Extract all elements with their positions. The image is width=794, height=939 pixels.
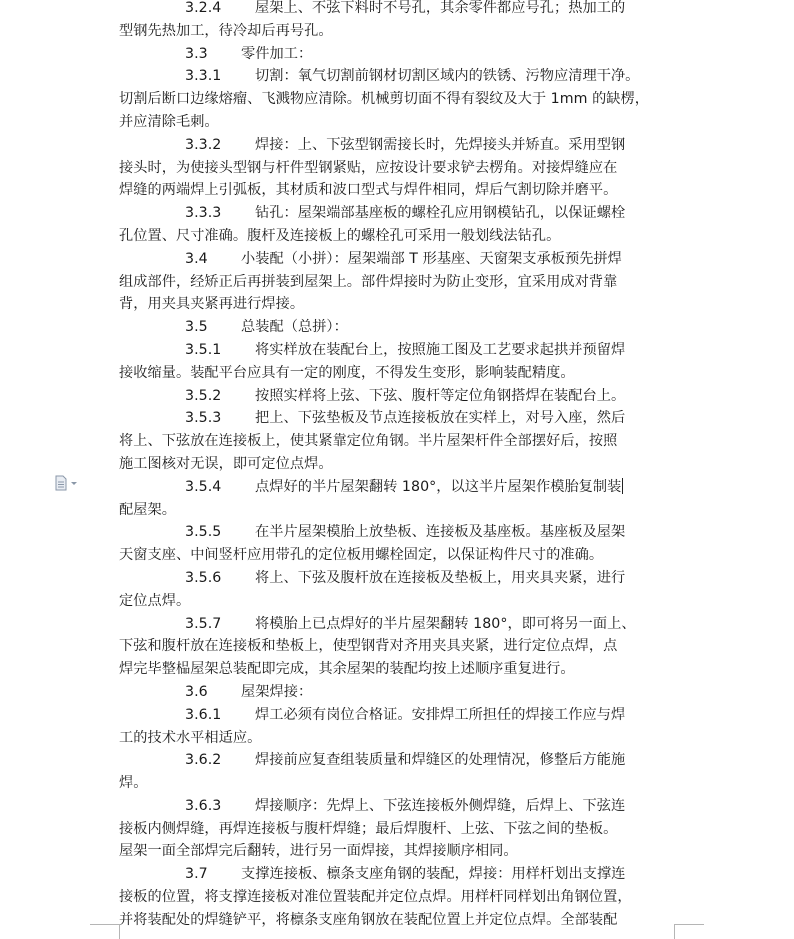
text-line [119, 795, 674, 818]
text-line [119, 613, 674, 636]
line-text: 将上、下弦及腹杆放在连接板及垫板上，用夹具夹紧，进行 [255, 569, 626, 586]
paragraph-3-5-1[interactable] [119, 339, 674, 385]
paragraph-3-7[interactable] [119, 863, 674, 931]
crop-mark [105, 924, 120, 939]
line-text: 定位点焊。 [119, 592, 191, 609]
text-line [119, 157, 674, 180]
text-line [119, 179, 674, 202]
heading-3-6[interactable] [119, 681, 674, 704]
line-text: 在半片屋架模胎上放垫板、连接板及基座板。基座板及屋架 [255, 524, 626, 541]
text-line [119, 225, 674, 248]
text-line [119, 635, 674, 658]
line-text: 接收缩量。装配平台应具有一定的刚度，不得发生变形，影响装配精度。 [119, 364, 575, 381]
text-line [119, 88, 674, 111]
line-text: 配屋架。 [119, 501, 176, 518]
section-number: 3.7 [185, 866, 208, 883]
paragraph-3-3-2[interactable] [119, 134, 674, 202]
paragraph-3-3-1[interactable] [119, 65, 674, 133]
text-line [119, 248, 674, 271]
text-line [119, 0, 674, 20]
line-text: 把上、下弦垫板及节点连接板放在实样上，对号入座，然后 [255, 410, 626, 427]
text-line [119, 749, 674, 772]
line-text: 接头时，为使接头型钢与杆件型钢紧贴，应按设计要求铲去楞角。对接焊缝应在 [119, 159, 618, 176]
text-line [119, 65, 674, 88]
section-number: 3.6.1 [185, 706, 222, 723]
section-number: 3.6.2 [185, 752, 222, 769]
text-line [119, 840, 674, 863]
line-text: 接板的位置，将支撑连接板对准位置装配并定位点焊。用样杆同样划出角钢位置， [119, 889, 632, 906]
section-number: 3.6 [185, 683, 208, 700]
line-text: 下弦和腹杆放在连接板和垫板上，使型钢背对齐用夹具夹紧，进行定位点焊，点 [119, 638, 618, 655]
text-line [119, 772, 674, 795]
text-line [119, 818, 674, 841]
line-text: 切割：氧气切割前钢材切割区域内的铁锈、污物应清理干净。 [255, 68, 640, 85]
line-text: 将实样放在装配台上，按照施工图及工艺要求起拱并预留焊 [255, 341, 626, 358]
paragraph-3-5-2[interactable] [119, 385, 674, 408]
line-text: 焊接前应复查组装质量和焊缝区的处理情况，修整后方能施 [255, 752, 626, 769]
line-text: 零件加工： [241, 45, 313, 62]
document-body [119, 0, 674, 932]
document-icon [54, 475, 80, 491]
paragraph-3-5-5[interactable] [119, 521, 674, 567]
paragraph-3-5-4[interactable] [119, 476, 674, 522]
text-line [119, 521, 674, 544]
line-text: 并将装配处的焊缝铲平，将檩条支座角钢放在装配位置上并定位点焊。全部装配 [119, 911, 618, 928]
text-line [119, 681, 674, 704]
text-line [119, 499, 674, 522]
text-line [119, 293, 674, 316]
line-text: 支撑连接板、檩条支座角钢的装配，焊接：用样杆划出支撑连 [241, 866, 626, 883]
line-text: 焊缝的两端焊上引弧板，其材质和波口型式与焊件相同，焊后气割切除并磨平。 [119, 182, 618, 199]
section-number: 3.5.1 [185, 341, 222, 358]
text-line [119, 476, 674, 499]
text-line [119, 134, 674, 157]
text-line [119, 43, 674, 66]
text-line [119, 407, 674, 430]
section-number: 3.6.3 [185, 797, 222, 814]
line-text: 焊。 [119, 775, 148, 792]
section-number: 3.3.2 [185, 136, 222, 153]
line-text: 小装配（小拼）：屋架端部 T 形基座、天窗架支承板预先拼焊 [241, 250, 622, 267]
line-text: 切割后断口边缘熔瘤、飞溅物应清除。机械剪切面不得有裂纹及大于 1mm 的缺楞， [119, 91, 650, 108]
text-line [119, 658, 674, 681]
section-number: 3.4 [185, 250, 208, 267]
paragraph-3-3-3[interactable] [119, 202, 674, 248]
line-text: 将上、下弦放在连接板上，使其紧靠定位角钢。半片屋架杆件全部摆好后，按照 [119, 433, 618, 450]
line-text: 将模胎上已点焊好的半片屋架翻转 180°，即可将另一面上、 [255, 615, 636, 632]
line-text: 组成部件，经矫正后再拼装到屋架上。部件焊接时为防止变形，宜采用成对背靠 [119, 273, 618, 290]
crop-mark [674, 924, 704, 925]
text-line [119, 385, 674, 408]
line-text: 天窗支座、中间竖杆应用带孔的定位板用螺栓固定，以保证构件尺寸的准确。 [119, 547, 604, 564]
text-line [119, 20, 674, 43]
line-text: 屋架一面全部焊完后翻转，进行另一面焊接，其焊接顺序相同。 [119, 843, 518, 860]
text-line [119, 453, 674, 476]
text-line [119, 863, 674, 886]
line-text: 背，用夹具夹紧再进行焊接。 [119, 296, 305, 313]
section-number: 3.3 [185, 45, 208, 62]
section-number: 3.2.4 [185, 0, 222, 16]
heading-3-3[interactable] [119, 43, 674, 66]
text-line [119, 567, 674, 590]
paragraph-3-2-4[interactable] [119, 0, 674, 43]
paragraph-3-5-3[interactable] [119, 407, 674, 475]
section-number: 3.5.5 [185, 524, 222, 541]
line-text: 并应清除毛刺。 [119, 113, 219, 130]
section-number: 3.5.7 [185, 615, 222, 632]
line-text: 焊工必须有岗位合格证。安排焊工所担任的焊接工作应与焊 [255, 706, 626, 723]
line-text: 接板内侧焊缝，再焊连接板与腹杆焊缝；最后焊腹杆、上弦、下弦之间的垫板。 [119, 820, 618, 837]
line-text: 屋架上、不弦下料时不号孔，其余零件都应号孔；热加工的 [255, 0, 626, 16]
line-text: 点焊好的半片屋架翻转 180°，以这半片屋架作模胎复制装 [255, 478, 622, 495]
paragraph-3-4[interactable] [119, 248, 674, 316]
section-number: 3.3.1 [185, 68, 222, 85]
text-line [119, 909, 674, 932]
text-line [119, 316, 674, 339]
line-text: 按照实样将上弦、下弦、腹杆等定位角钢搭焊在装配台上。 [255, 387, 626, 404]
line-text: 总装配（总拼）： [241, 319, 348, 336]
text-line [119, 704, 674, 727]
paragraph-layout-icon[interactable] [54, 475, 80, 491]
section-number: 3.5.3 [185, 410, 222, 427]
paragraph-3-6-3[interactable] [119, 795, 674, 863]
line-text: 型钢先热加工，待冷却后再号孔。 [119, 22, 333, 39]
section-number: 3.5 [185, 319, 208, 336]
text-cursor [622, 478, 623, 494]
text-line [119, 590, 674, 613]
text-line [119, 886, 674, 909]
text-line [119, 111, 674, 134]
text-line [119, 362, 674, 385]
text-line [119, 430, 674, 453]
section-number: 3.3.3 [185, 205, 222, 222]
crop-mark [90, 924, 120, 925]
text-line [119, 727, 674, 750]
line-text: 孔位置、尺寸准确。腹杆及连接板上的螺栓孔可采用一般划线法钻孔。 [119, 227, 561, 244]
paragraph-3-6-1[interactable] [119, 704, 674, 750]
line-text: 钻孔：屋架端部基座板的螺栓孔应用钢模钻孔，以保证螺栓 [255, 205, 626, 222]
text-line [119, 202, 674, 225]
text-line [119, 544, 674, 567]
line-text: 屋架焊接： [241, 683, 313, 700]
line-text: 工的技术水平相适应。 [119, 729, 262, 746]
line-text: 焊完毕整榀屋架总装配即完成，其余屋架的装配均按上述顺序重复进行。 [119, 661, 575, 678]
line-text: 施工图核对无误，即可定位点焊。 [119, 455, 333, 472]
text-line [119, 339, 674, 362]
line-text: 焊接顺序：先焊上、下弦连接板外侧焊缝，后焊上、下弦连 [255, 797, 626, 814]
line-text: 焊接：上、下弦型钢需接长时，先焊接头并矫直。采用型钢 [255, 136, 626, 153]
section-number: 3.5.6 [185, 569, 222, 586]
section-number: 3.5.4 [185, 478, 222, 495]
text-line [119, 271, 674, 294]
section-number: 3.5.2 [185, 387, 222, 404]
paragraph-3-6-2[interactable] [119, 749, 674, 795]
paragraph-3-5-7[interactable] [119, 613, 674, 681]
heading-3-5[interactable] [119, 316, 674, 339]
crop-mark [674, 924, 689, 939]
paragraph-3-5-6[interactable] [119, 567, 674, 613]
